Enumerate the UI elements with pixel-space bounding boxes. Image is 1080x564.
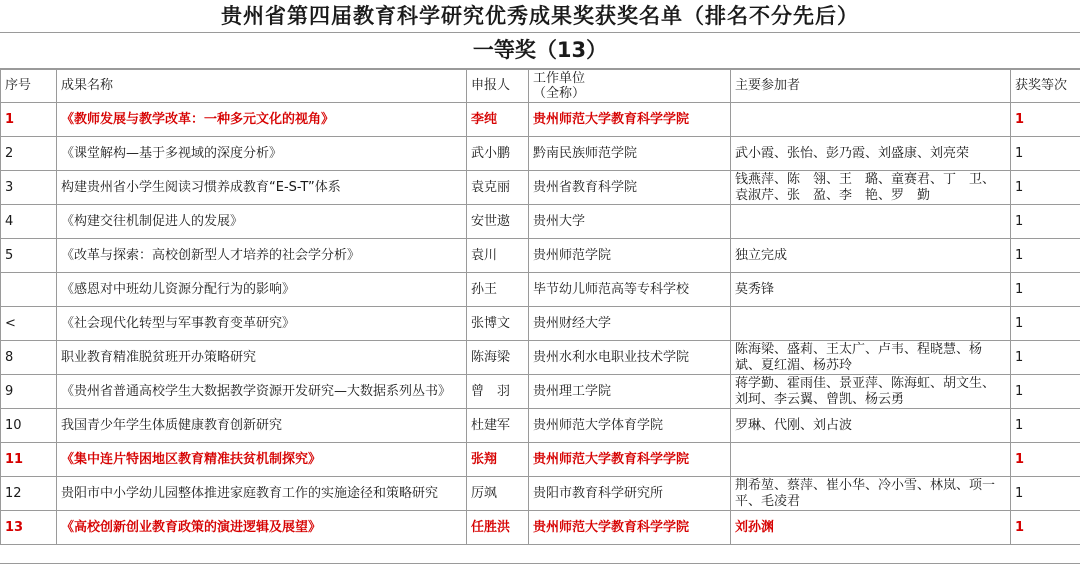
cell-participants: [731, 307, 1011, 341]
cell-applicant: 孙王: [467, 273, 529, 307]
cell-award: 1: [1011, 239, 1080, 273]
header-award: 获奖等次: [1011, 70, 1080, 103]
cell-no: 1: [1, 103, 57, 137]
table-row: [1, 511, 1080, 545]
header-unit-line2: （全称）: [533, 86, 586, 101]
award-tier-heading: 一等奖（13）: [0, 33, 1080, 69]
cell-award: 1: [1011, 443, 1080, 477]
cell-participants: 蒋学勤、霍雨佳、景亚萍、陈海虹、胡文生、刘珂、李云翼、曾凯、杨云勇: [731, 375, 1011, 409]
cell-applicant: 杜建军: [467, 409, 529, 443]
cell-name: 构建贵州省小学生阅读习惯养成教育“E-S-T”体系: [57, 171, 467, 205]
cell-participants: 钱燕萍、陈 翎、王 璐、童赛君、丁 卫、袁淑芹、张 盈、李 艳、罗 勤: [731, 171, 1011, 205]
cell-applicant: 李纯: [467, 103, 529, 137]
award-table: [0, 69, 1080, 545]
cell-no: 3: [1, 171, 57, 205]
cell-name: 《教师发展与教学改革：一种多元文化的视角》: [57, 103, 467, 137]
cell-no: 10: [1, 409, 57, 443]
table-row: [1, 409, 1080, 443]
cell-applicant: 张翔: [467, 443, 529, 477]
cell-name: 贵阳市中小学幼儿园整体推进家庭教育工作的实施途径和策略研究: [57, 477, 467, 511]
cell-participants: 荆希堃、蔡萍、崔小华、冷小雪、林岚、项一平、毛凌君: [731, 477, 1011, 511]
cell-no: 4: [1, 205, 57, 239]
cell-unit: 毕节幼儿师范高等专科学校: [529, 273, 731, 307]
cell-no: 12: [1, 477, 57, 511]
cell-participants: 刘孙渊: [731, 511, 1011, 545]
cell-no: 2: [1, 137, 57, 171]
cell-participants: 独立完成: [731, 239, 1011, 273]
cell-award: 1: [1011, 341, 1080, 375]
cell-applicant: 曾 羽: [467, 375, 529, 409]
cell-no: 13: [1, 511, 57, 545]
header-participants: 主要参加者: [731, 70, 1011, 103]
cell-no: 5: [1, 239, 57, 273]
table-row: [1, 307, 1080, 341]
header-applicant: 申报人: [467, 70, 529, 103]
cell-participants: [731, 103, 1011, 137]
cell-unit: 贵州理工学院: [529, 375, 731, 409]
cell-applicant: 张博文: [467, 307, 529, 341]
cell-applicant: 任胜洪: [467, 511, 529, 545]
cell-applicant: 陈海梁: [467, 341, 529, 375]
cell-name: 《集中连片特困地区教育精准扶贫机制探究》: [57, 443, 467, 477]
table-row: [1, 375, 1080, 409]
cell-unit: 贵州水利水电职业技术学院: [529, 341, 731, 375]
cell-award: 1: [1011, 137, 1080, 171]
header-unit: [529, 70, 731, 103]
cell-award: 1: [1011, 307, 1080, 341]
table-row: [1, 443, 1080, 477]
table-row: [1, 477, 1080, 511]
cell-award: 1: [1011, 273, 1080, 307]
cell-no: <: [1, 307, 57, 341]
page-title: 贵州省第四届教育科学研究优秀成果奖获奖名单（排名不分先后）: [0, 0, 1080, 33]
cell-award: 1: [1011, 409, 1080, 443]
table-row: [1, 103, 1080, 137]
cell-unit: 贵州财经大学: [529, 307, 731, 341]
cell-unit: 贵州大学: [529, 205, 731, 239]
cell-name: 职业教育精准脱贫班开办策略研究: [57, 341, 467, 375]
header-unit-line1: 工作单位: [533, 71, 586, 86]
cell-no: 11: [1, 443, 57, 477]
cell-award: 1: [1011, 103, 1080, 137]
cell-applicant: 安世遨: [467, 205, 529, 239]
cell-applicant: 袁克丽: [467, 171, 529, 205]
cell-name: 《社会现代化转型与军事教育变革研究》: [57, 307, 467, 341]
cell-name: 《贵州省普通高校学生大数据教学资源开发研究—大数据系列丛书》: [57, 375, 467, 409]
cell-unit: 贵州师范大学教育科学学院: [529, 511, 731, 545]
cell-unit: 贵阳市教育科学研究所: [529, 477, 731, 511]
cell-no: 8: [1, 341, 57, 375]
cell-name: 《课堂解构—基于多视域的深度分析》: [57, 137, 467, 171]
table-row: [1, 137, 1080, 171]
cell-unit: 贵州省教育科学院: [529, 171, 731, 205]
cell-award: 1: [1011, 511, 1080, 545]
cell-unit: 贵州师范大学体育学院: [529, 409, 731, 443]
cell-name: 《高校创新创业教育政策的演进逻辑及展望》: [57, 511, 467, 545]
cell-applicant: 袁川: [467, 239, 529, 273]
table-row: [1, 273, 1080, 307]
header-name: 成果名称: [57, 70, 467, 103]
cell-name: 《改革与探索：高校创新型人才培养的社会学分析》: [57, 239, 467, 273]
table-row: [1, 205, 1080, 239]
cell-participants: [731, 443, 1011, 477]
table-row: [1, 171, 1080, 205]
cell-name: 我国青少年学生体质健康教育创新研究: [57, 409, 467, 443]
cell-award: 1: [1011, 205, 1080, 239]
cell-award: 1: [1011, 477, 1080, 511]
cell-award: 1: [1011, 171, 1080, 205]
table-row: [1, 239, 1080, 273]
cell-participants: 罗琳、代刚、刘占波: [731, 409, 1011, 443]
cell-unit: 贵州师范大学教育科学学院: [529, 443, 731, 477]
cell-applicant: 厉飒: [467, 477, 529, 511]
header-no: 序号: [1, 70, 57, 103]
cell-participants: 武小霞、张怡、彭乃霞、刘盛康、刘亮荣: [731, 137, 1011, 171]
cell-unit: 黔南民族师范学院: [529, 137, 731, 171]
cell-award: 1: [1011, 375, 1080, 409]
cell-applicant: 武小鹏: [467, 137, 529, 171]
cell-unit: 贵州师范大学教育科学学院: [529, 103, 731, 137]
cell-no: [1, 273, 57, 307]
cell-participants: 莫秀锋: [731, 273, 1011, 307]
cell-participants: 陈海梁、盛莉、王太广、卢韦、程晓慧、杨 斌、夏红湄、杨苏玲: [731, 341, 1011, 375]
cell-no: 9: [1, 375, 57, 409]
cell-participants: [731, 205, 1011, 239]
table-row: [1, 341, 1080, 375]
cell-name: 《构建交往机制促进人的发展》: [57, 205, 467, 239]
cell-name: 《感恩对中班幼儿资源分配行为的影响》: [57, 273, 467, 307]
table-header-row: [1, 70, 1080, 103]
cell-unit: 贵州师范学院: [529, 239, 731, 273]
